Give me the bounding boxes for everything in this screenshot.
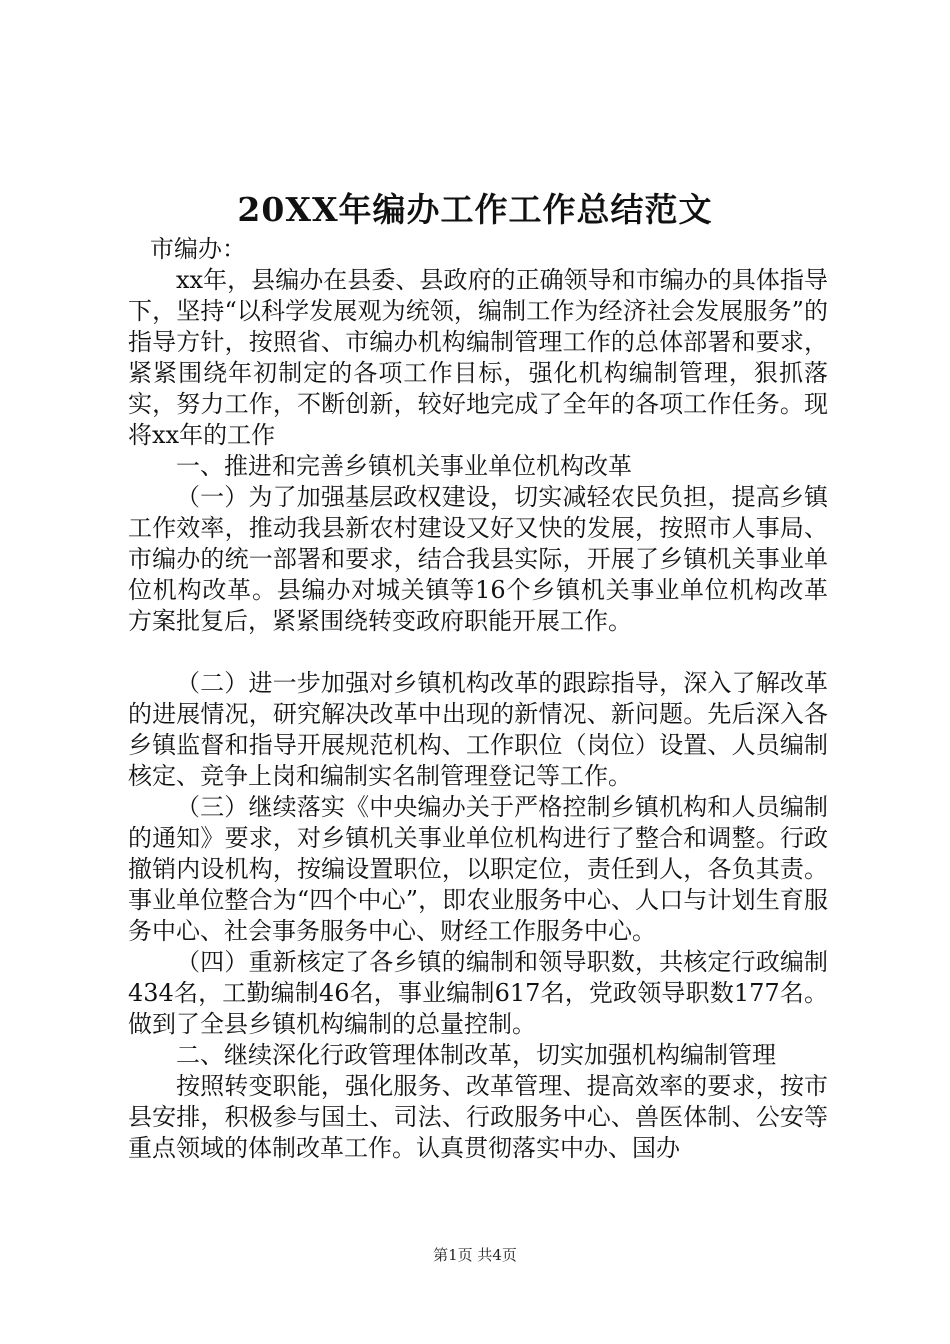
paragraph-item-2: （二）进一步加强对乡镇机构改革的跟踪指导，深入了解改革的进展情况，研究解决改革中出现的新情况、新问题。先后深入各乡镇监督和指导开展规范机构、工作职位（岗位）设置、人员编制核定、竞争上岗和编制实名制管理登记等工作。 — [128, 669, 828, 790]
salutation: 市编办： — [150, 235, 246, 263]
paragraph-item-4: （四）重新核定了各乡镇的编制和领导职数，共核定行政编制434名，工勤编制46名，事业编制617名，党政领导职数177名。做到了全县乡镇机构编制的总量控制。 — [128, 948, 828, 1038]
paragraph-item-3: （三）继续落实《中央编办关于严格控制乡镇机构和人员编制的通知》要求，对乡镇机关事业单位机构进行了整合和调整。行政撤销内设机构，按编设置职位，以职定位，责任到人，各负其责。事业单位整合为“四个中心”，即农业服务中心、人口与计划生育服务中心、社会事务服务中心、财经工作服务中心。 — [128, 793, 828, 945]
document-title: 20XX年编办工作工作总结范文 — [237, 190, 713, 229]
paragraph-intro: xx年，县编办在县委、县政府的正确领导和市编办的具体指导下，坚持“以科学发展观为统领，编制工作为经济社会发展服务”的指导方针，按照省、市编办机构编制管理工作的总体部署和要求，紧紧围绕年初制定的各项工作目标，强化机构编制管理，狠抓落实，努力工作，不断创新，较好地完成了全年的各项工作任务。现将xx年的工作 — [128, 266, 828, 449]
paragraph-spacer — [128, 637, 828, 668]
section-heading-2: 二、继续深化行政管理体制改革，切实加强机构编制管理 — [176, 1041, 776, 1069]
section-heading-1: 一、推进和完善乡镇机关事业单位机构改革 — [176, 452, 632, 480]
page-number-footer: 第1页 共4页 — [433, 1246, 517, 1264]
paragraph-section-2: 按照转变职能，强化服务、改革管理、提高效率的要求，按市县安排，积极参与国土、司法、行政服务中心、兽医体制、公安等重点领域的体制改革工作。认真贯彻落实中办、国办 — [128, 1072, 828, 1162]
document-body — [128, 234, 828, 1164]
paragraph-item-1: （一）为了加强基层政权建设，切实减轻农民负担，提高乡镇工作效率，推动我县新农村建设又好又快的发展，按照市人事局、市编办的统一部署和要求，结合我县实际，开展了乡镇机关事业单位机构改革。县编办对城关镇等16个乡镇机关事业单位机构改革方案批复后，紧紧围绕转变政府职能开展工作。 — [128, 483, 828, 635]
